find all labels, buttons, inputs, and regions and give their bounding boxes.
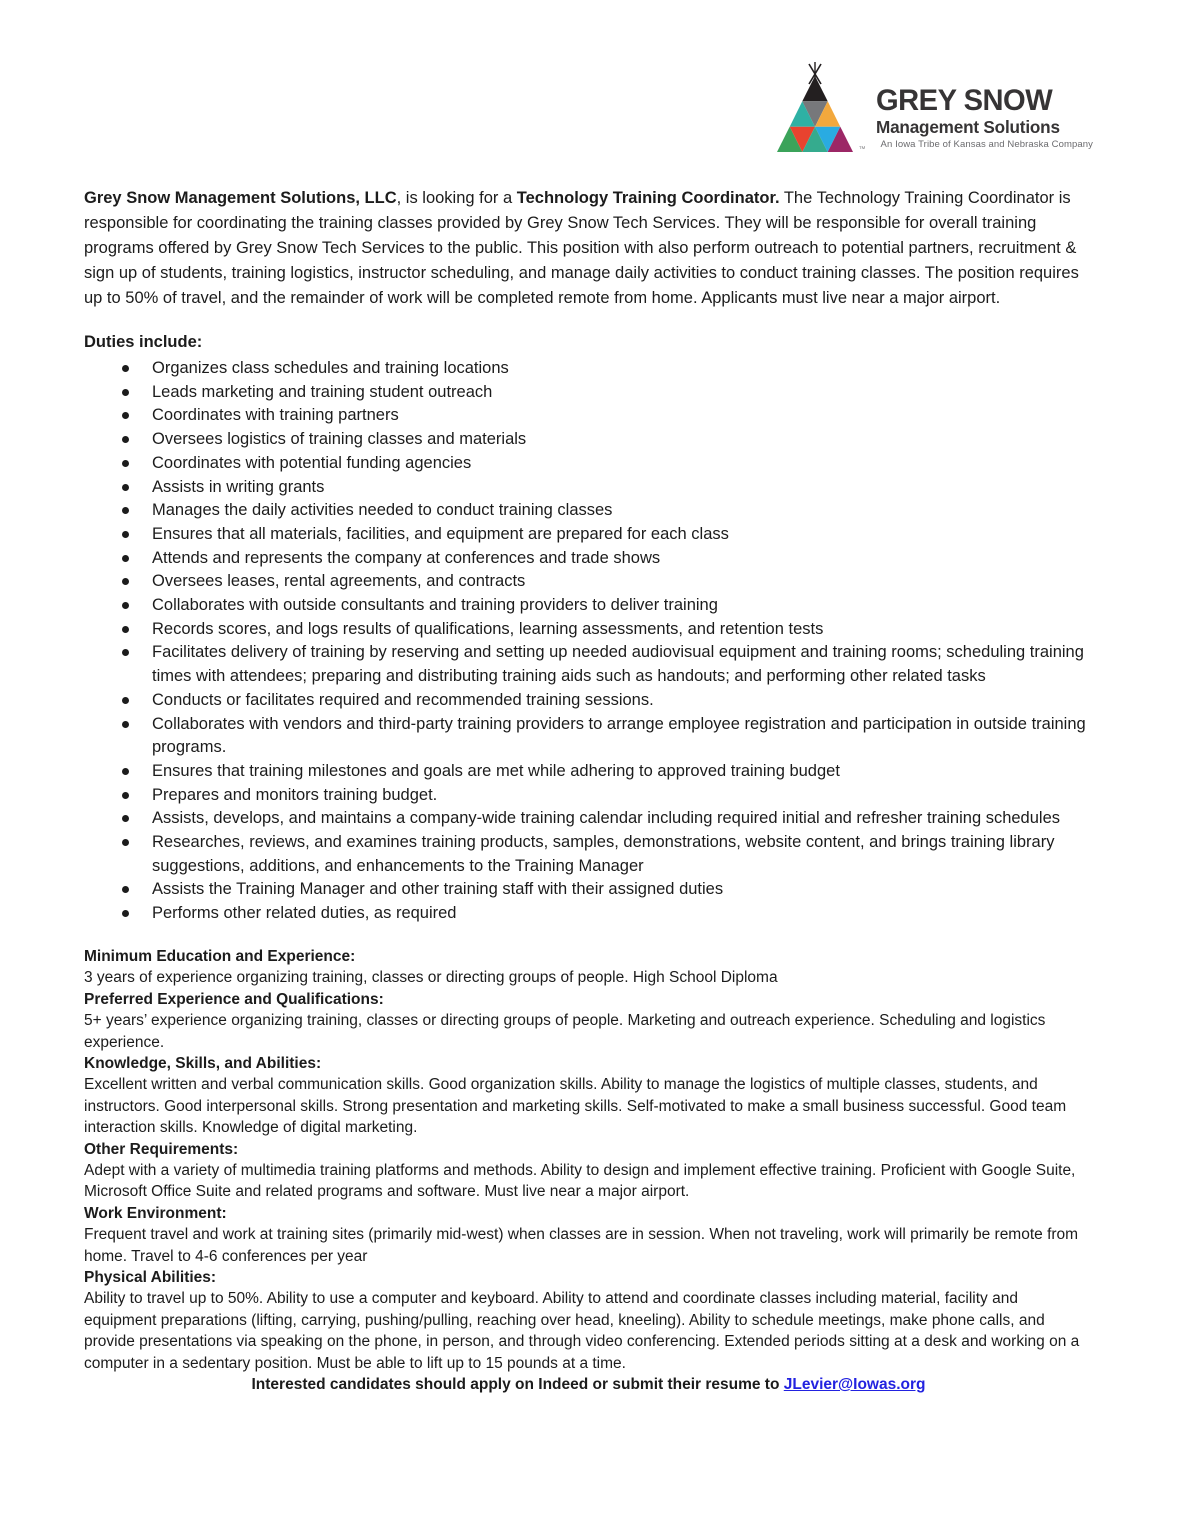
bullet-icon	[122, 697, 129, 704]
intro-paragraph	[84, 186, 1093, 311]
bullet-icon	[122, 626, 129, 633]
section-other-requirements	[84, 1139, 1093, 1203]
intro-mid-text: , is looking for a	[396, 189, 517, 207]
duty-item: Ensures that all materials, facilities, and equipment are prepared for each class	[84, 523, 1093, 547]
job-title-bold: Technology Training Coordinator.	[516, 189, 780, 207]
bullet-icon	[122, 365, 129, 372]
duty-item: Records scores, and logs results of qualifications, learning assessments, and retention tests	[84, 618, 1093, 642]
section-heading: Other Requirements:	[84, 1140, 239, 1158]
section-body: Frequent travel and work at training sites (primarily mid-west) when classes are in session. When not traveling, work will primarily be remote from home. Travel to 4-6 conferences per year	[84, 1226, 1079, 1265]
company-logo	[775, 60, 1093, 155]
duty-item: Facilitates delivery of training by reserving and setting up needed audiovisual equipment and training rooms; scheduling training times with attendees; preparing and distributing training aids such as handouts; and performing other related tasks	[84, 641, 1093, 688]
section-heading: Physical Abilities:	[84, 1268, 217, 1286]
section-body: Excellent written and verbal communication skills. Good organization skills. Ability to manage the logistics of multiple classes, students, and instructors. Good interpersonal skills. Strong presentation and marketing skills. Self-motivated to make a small business successful. Good team interaction skills. Knowledge of digital marketing.	[84, 1076, 1067, 1137]
section-knowledge-skills	[84, 1053, 1093, 1139]
duty-item: Assists in writing grants	[84, 476, 1093, 500]
section-heading: Minimum Education and Experience:	[84, 947, 356, 965]
bullet-icon	[122, 389, 129, 396]
bullet-icon	[122, 578, 129, 585]
duty-item: Attends and represents the company at conferences and trade shows	[84, 547, 1093, 571]
apply-instructions	[84, 1374, 1093, 1395]
logo-tagline: An Iowa Tribe of Kansas and Nebraska Company	[880, 138, 1093, 150]
bullet-icon	[122, 507, 129, 514]
duty-item: Collaborates with outside consultants and training providers to deliver training	[84, 594, 1093, 618]
duty-item: Organizes class schedules and training locations	[84, 357, 1093, 381]
teepee-icon	[775, 60, 857, 155]
bullet-icon	[122, 649, 129, 656]
section-physical-abilities	[84, 1267, 1093, 1374]
bullet-icon	[122, 436, 129, 443]
requirements-sections	[84, 946, 1093, 1374]
duty-item: Assists, develops, and maintains a company-wide training calendar including required initial and refresher training schedules	[84, 807, 1093, 831]
duty-item: Researches, reviews, and examines training products, samples, demonstrations, website content, and brings training library suggestions, additions, and enhancements to the Training Manager	[84, 831, 1093, 878]
duties-list	[84, 357, 1093, 926]
section-work-environment	[84, 1203, 1093, 1267]
bullet-icon	[122, 792, 129, 799]
section-heading: Work Environment:	[84, 1204, 227, 1222]
bullet-icon	[122, 839, 129, 846]
bullet-icon	[122, 555, 129, 562]
logo-subtitle: Management Solutions	[875, 117, 1060, 137]
duty-item: Performs other related duties, as required	[84, 902, 1093, 926]
duty-item: Prepares and monitors training budget.	[84, 784, 1093, 808]
bullet-icon	[122, 815, 129, 822]
duty-item: Ensures that training milestones and goals are met while adhering to approved training budget	[84, 760, 1093, 784]
duties-heading: Duties include:	[84, 333, 203, 351]
logo-company-name: GREY SNOW	[875, 84, 1052, 117]
duty-item: Manages the daily activities needed to conduct training classes	[84, 499, 1093, 523]
bullet-icon	[122, 910, 129, 917]
bullet-icon	[122, 531, 129, 538]
duty-item: Oversees logistics of training classes and materials	[84, 428, 1093, 452]
apply-text: Interested candidates should apply on Indeed or submit their resume to	[251, 1376, 784, 1393]
bullet-icon	[122, 721, 129, 728]
intro-rest-text: The Technology Training Coordinator is responsible for coordinating the training classes provided by Grey Snow Tech Services. They will be responsible for overall training programs offered by Grey Snow Tech Services to the public. This position with also perform outreach to potential partners, recruitment & sign up of students, training logistics, instructor scheduling, and manage daily activities to conduct training classes. The position requires up to 50% of travel, and the remainder of work will be completed remote from home. Applicants must live near a major airport.	[84, 189, 1079, 307]
section-minimum-education	[84, 946, 1093, 989]
company-name-bold: Grey Snow Management Solutions, LLC	[84, 189, 397, 207]
document-body	[84, 186, 1093, 1395]
bullet-icon	[122, 602, 129, 609]
logo-text	[876, 60, 1093, 149]
duty-item: Coordinates with training partners	[84, 404, 1093, 428]
duty-item: Leads marketing and training student outreach	[84, 381, 1093, 405]
bullet-icon	[122, 886, 129, 893]
section-body: 3 years of experience organizing training, classes or directing groups of people. High School Diploma	[84, 969, 778, 987]
bullet-icon	[122, 460, 129, 467]
bullet-icon	[122, 484, 129, 491]
section-body: Adept with a variety of multimedia training platforms and methods. Ability to design and implement effective training. Proficient with Google Suite, Microsoft Office Suite and related programs and software. Must live near a major airport.	[84, 1161, 1076, 1201]
resume-email-link[interactable]: JLevier@Iowas.org	[783, 1376, 926, 1393]
bullet-icon	[122, 768, 129, 775]
duty-item: Conducts or facilitates required and recommended training sessions.	[84, 689, 1093, 713]
duty-item: Oversees leases, rental agreements, and contracts	[84, 570, 1093, 594]
duty-item: Assists the Training Manager and other training staff with their assigned duties	[84, 878, 1093, 902]
section-body: 5+ years’ experience organizing training, classes or directing groups of people. Marketing and outreach experience. Scheduling and logistics experience.	[84, 1012, 1046, 1051]
section-heading: Preferred Experience and Qualifications:	[84, 990, 384, 1008]
duty-item: Coordinates with potential funding agencies	[84, 452, 1093, 476]
section-heading: Knowledge, Skills, and Abilities:	[84, 1054, 322, 1072]
section-preferred-experience	[84, 989, 1093, 1053]
section-body: Ability to travel up to 50%. Ability to use a computer and keyboard. Ability to attend and coordinate classes including material, facility and equipment preparations (lifting, carrying, pushing/pulling, reaching over head, kneeling). Ability to schedule meetings, make phone calls, and provide presentations via speaking on the phone, in person, and through video conferencing. Extended periods sitting at a desk and working on a computer in a sedentary position. Must be able to lift up to 15 pounds at a time.	[84, 1290, 1080, 1372]
duty-item: Collaborates with vendors and third-party training providers to arrange employee registration and participation in outside training programs.	[84, 713, 1093, 760]
trademark-symbol: ™	[858, 146, 866, 153]
bullet-icon	[122, 412, 129, 419]
